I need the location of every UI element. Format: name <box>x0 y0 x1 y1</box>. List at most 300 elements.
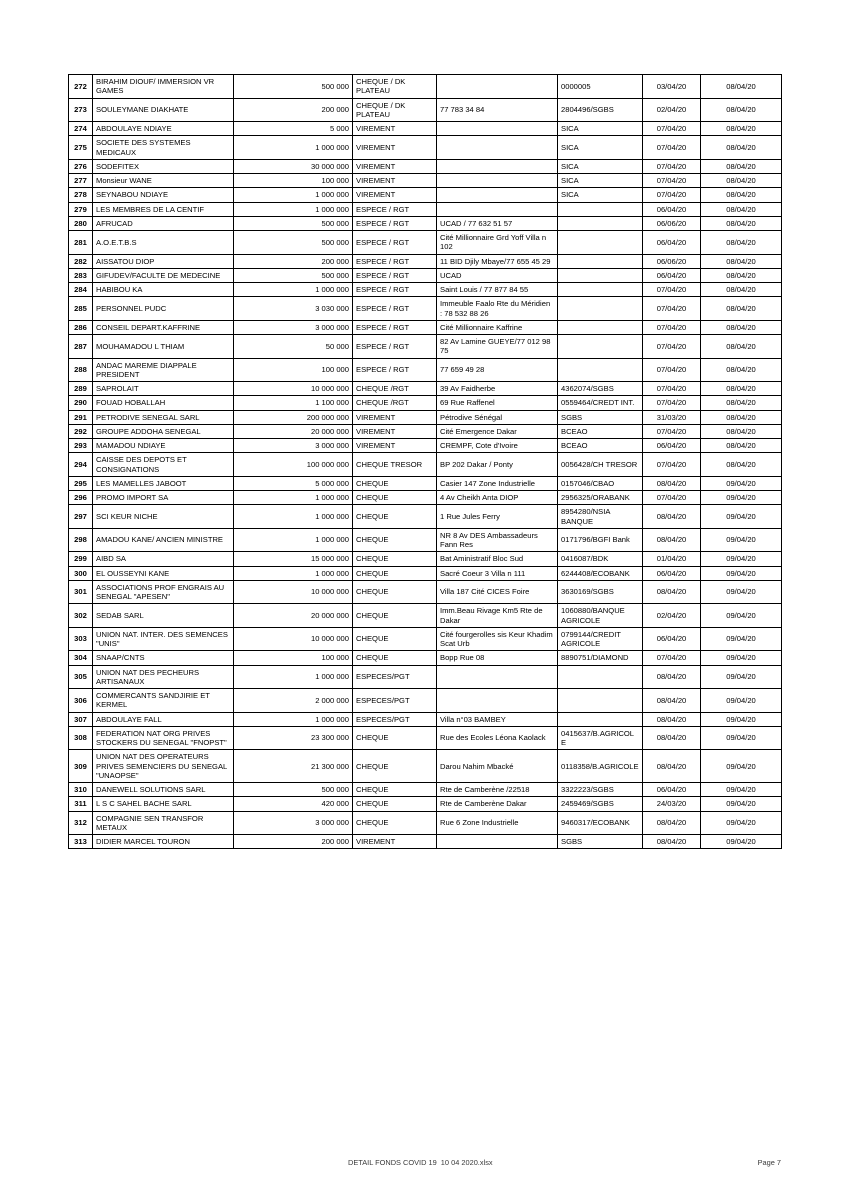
amount: 5 000 <box>234 122 353 136</box>
date-received: 06/04/20 <box>643 566 701 580</box>
date-received: 06/04/20 <box>643 783 701 797</box>
table-row <box>69 202 782 216</box>
address <box>437 75 558 99</box>
amount: 10 000 000 <box>234 580 353 604</box>
row-number: 308 <box>69 726 93 750</box>
account-reference: SICA <box>558 174 643 188</box>
amount: 200 000 <box>234 98 353 122</box>
date-received: 07/04/20 <box>643 283 701 297</box>
account-reference <box>558 320 643 334</box>
beneficiary-name: PETRODIVE SENEGAL SARL <box>93 410 234 424</box>
date-processed: 09/04/20 <box>701 665 782 689</box>
amount: 200 000 <box>234 835 353 849</box>
amount: 20 000 000 <box>234 424 353 438</box>
table-row <box>69 396 782 410</box>
account-reference: 3322223/SGBS <box>558 783 643 797</box>
row-number: 302 <box>69 604 93 628</box>
table-row <box>69 750 782 783</box>
row-number: 279 <box>69 202 93 216</box>
amount: 1 000 000 <box>234 188 353 202</box>
address: Saint Louis / 77 877 84 55 <box>437 283 558 297</box>
amount: 2 000 000 <box>234 689 353 713</box>
date-received: 06/06/20 <box>643 216 701 230</box>
row-number: 282 <box>69 254 93 268</box>
payment-type: CHEQUE <box>353 726 437 750</box>
date-received: 03/04/20 <box>643 75 701 99</box>
date-processed: 08/04/20 <box>701 396 782 410</box>
payment-type: CHEQUE /RGT <box>353 396 437 410</box>
amount: 100 000 <box>234 358 353 382</box>
beneficiary-name: COMPAGNIE SEN TRANSFOR METAUX <box>93 811 234 835</box>
account-reference: SICA <box>558 159 643 173</box>
address: Cité Millionnaire Kaffrine <box>437 320 558 334</box>
beneficiary-name: UNION NAT DES PECHEURS ARTISANAUX <box>93 665 234 689</box>
row-number: 277 <box>69 174 93 188</box>
date-received: 06/06/20 <box>643 254 701 268</box>
payment-type: ESPECE / RGT <box>353 335 437 359</box>
row-number: 312 <box>69 811 93 835</box>
amount: 5 000 000 <box>234 476 353 490</box>
date-processed: 09/04/20 <box>701 580 782 604</box>
amount: 1 000 000 <box>234 505 353 529</box>
address: 82 Av Lamine GUEYE/77 012 98 75 <box>437 335 558 359</box>
beneficiary-name: SOCIETE DES SYSTEMES MEDICAUX <box>93 136 234 160</box>
amount: 1 000 000 <box>234 136 353 160</box>
amount: 50 000 <box>234 335 353 359</box>
payment-type: CHEQUE <box>353 476 437 490</box>
address: Rue 6 Zone Industrielle <box>437 811 558 835</box>
account-reference: SGBS <box>558 410 643 424</box>
table-row <box>69 552 782 566</box>
date-processed: 08/04/20 <box>701 98 782 122</box>
beneficiary-name: MAMADOU NDIAYE <box>93 439 234 453</box>
beneficiary-name: FOUAD HOBALLAH <box>93 396 234 410</box>
table-row <box>69 528 782 552</box>
payment-type: ESPECES/PGT <box>353 712 437 726</box>
amount: 500 000 <box>234 268 353 282</box>
amount: 23 300 000 <box>234 726 353 750</box>
table-row <box>69 297 782 321</box>
table-row <box>69 231 782 255</box>
payment-type: ESPECE / RGT <box>353 320 437 334</box>
address <box>437 122 558 136</box>
date-received: 07/04/20 <box>643 453 701 477</box>
address: Rte de Camberène /22518 <box>437 783 558 797</box>
payment-type: VIREMENT <box>353 122 437 136</box>
row-number: 286 <box>69 320 93 334</box>
account-reference: 3630169/SGBS <box>558 580 643 604</box>
row-number: 301 <box>69 580 93 604</box>
row-number: 272 <box>69 75 93 99</box>
date-received: 07/04/20 <box>643 297 701 321</box>
table-row <box>69 136 782 160</box>
beneficiary-name: UNION NAT DES OPERATEURS PRIVES SEMENCIERS DU SENEGAL "UNAOPSE" <box>93 750 234 783</box>
date-processed: 09/04/20 <box>701 552 782 566</box>
beneficiary-name: DIDIER MARCEL TOURON <box>93 835 234 849</box>
beneficiary-name: ASSOCIATIONS PROF ENGRAIS AU SENEGAL "APESEN" <box>93 580 234 604</box>
address: 1 Rue Jules Ferry <box>437 505 558 529</box>
table-row <box>69 491 782 505</box>
row-number: 305 <box>69 665 93 689</box>
date-received: 06/04/20 <box>643 627 701 651</box>
table-row <box>69 665 782 689</box>
row-number: 294 <box>69 453 93 477</box>
account-reference <box>558 358 643 382</box>
address <box>437 159 558 173</box>
beneficiary-name: SOULEYMANE DIAKHATE <box>93 98 234 122</box>
date-received: 08/04/20 <box>643 505 701 529</box>
payment-type: CHEQUE <box>353 651 437 665</box>
table-row <box>69 188 782 202</box>
table-row <box>69 382 782 396</box>
date-processed: 08/04/20 <box>701 424 782 438</box>
account-reference: 8890751/DIAMOND <box>558 651 643 665</box>
payment-type: CHEQUE <box>353 750 437 783</box>
date-received: 24/03/20 <box>643 797 701 811</box>
date-processed: 08/04/20 <box>701 136 782 160</box>
payment-type: CHEQUE <box>353 783 437 797</box>
payment-type: ESPECE / RGT <box>353 268 437 282</box>
account-reference: 0799144/CREDIT AGRICOLE <box>558 627 643 651</box>
beneficiary-name: BIRAHIM DIOUF/ IMMERSION VR GAMES <box>93 75 234 99</box>
row-number: 276 <box>69 159 93 173</box>
row-number: 313 <box>69 835 93 849</box>
date-processed: 08/04/20 <box>701 335 782 359</box>
ledger-table <box>68 74 782 849</box>
amount: 3 000 000 <box>234 811 353 835</box>
date-received: 06/04/20 <box>643 439 701 453</box>
row-number: 289 <box>69 382 93 396</box>
beneficiary-name: MOUHAMADOU L THIAM <box>93 335 234 359</box>
account-reference <box>558 665 643 689</box>
date-received: 07/04/20 <box>643 320 701 334</box>
date-processed: 08/04/20 <box>701 320 782 334</box>
account-reference <box>558 254 643 268</box>
beneficiary-name: CAISSE DES DEPOTS ET CONSIGNATIONS <box>93 453 234 477</box>
address <box>437 174 558 188</box>
row-number: 303 <box>69 627 93 651</box>
row-number: 273 <box>69 98 93 122</box>
date-received: 08/04/20 <box>643 689 701 713</box>
payment-type: CHEQUE <box>353 627 437 651</box>
account-reference: 0157046/CBAO <box>558 476 643 490</box>
payment-type: VIREMENT <box>353 439 437 453</box>
address <box>437 136 558 160</box>
beneficiary-name: LES MEMBRES DE LA CENTIF <box>93 202 234 216</box>
account-reference: 0416087/BDK <box>558 552 643 566</box>
date-processed: 09/04/20 <box>701 505 782 529</box>
table-row <box>69 566 782 580</box>
amount: 1 000 000 <box>234 712 353 726</box>
account-reference <box>558 712 643 726</box>
account-reference: 0056428/CH TRESOR <box>558 453 643 477</box>
date-processed: 09/04/20 <box>701 797 782 811</box>
date-processed: 08/04/20 <box>701 174 782 188</box>
row-number: 292 <box>69 424 93 438</box>
beneficiary-name: SODEFITEX <box>93 159 234 173</box>
date-processed: 08/04/20 <box>701 283 782 297</box>
address: 77 783 34 84 <box>437 98 558 122</box>
date-processed: 08/04/20 <box>701 439 782 453</box>
date-processed: 09/04/20 <box>701 689 782 713</box>
address: Rue des Ecoles Léona Kaolack <box>437 726 558 750</box>
date-received: 08/04/20 <box>643 811 701 835</box>
date-received: 07/04/20 <box>643 335 701 359</box>
amount: 500 000 <box>234 783 353 797</box>
row-number: 298 <box>69 528 93 552</box>
date-processed: 09/04/20 <box>701 750 782 783</box>
amount: 1 000 000 <box>234 491 353 505</box>
account-reference <box>558 231 643 255</box>
row-number: 306 <box>69 689 93 713</box>
date-received: 07/04/20 <box>643 159 701 173</box>
beneficiary-name: PERSONNEL PUDC <box>93 297 234 321</box>
beneficiary-name: SAPROLAIT <box>93 382 234 396</box>
date-received: 08/04/20 <box>643 528 701 552</box>
payment-type: CHEQUE <box>353 491 437 505</box>
date-received: 08/04/20 <box>643 835 701 849</box>
date-processed: 08/04/20 <box>701 297 782 321</box>
address <box>437 202 558 216</box>
amount: 500 000 <box>234 231 353 255</box>
payment-type: ESPECE / RGT <box>353 202 437 216</box>
account-reference: SICA <box>558 136 643 160</box>
payment-type: CHEQUE <box>353 528 437 552</box>
payment-type: CHEQUE <box>353 566 437 580</box>
address: Imm.Beau Rivage Km5 Rte de Dakar <box>437 604 558 628</box>
table-row <box>69 835 782 849</box>
date-processed: 09/04/20 <box>701 604 782 628</box>
date-processed: 09/04/20 <box>701 811 782 835</box>
payment-type: CHEQUE <box>353 811 437 835</box>
amount: 3 000 000 <box>234 320 353 334</box>
date-processed: 08/04/20 <box>701 358 782 382</box>
beneficiary-name: SNAAP/CNTS <box>93 651 234 665</box>
beneficiary-name: Monsieur WANE <box>93 174 234 188</box>
date-received: 07/04/20 <box>643 396 701 410</box>
account-reference: 6244408/ECOBANK <box>558 566 643 580</box>
table-row <box>69 580 782 604</box>
payment-type: ESPECES/PGT <box>353 689 437 713</box>
address: Pétrodive Sénégal <box>437 410 558 424</box>
account-reference <box>558 689 643 713</box>
table-row <box>69 283 782 297</box>
payment-type: CHEQUE / DK PLATEAU <box>353 75 437 99</box>
address: 77 659 49 28 <box>437 358 558 382</box>
address: UCAD <box>437 268 558 282</box>
account-reference: 1060880/BANQUE AGRICOLE <box>558 604 643 628</box>
account-reference: 0559464/CREDT INT. <box>558 396 643 410</box>
beneficiary-name: LES MAMELLES JABOOT <box>93 476 234 490</box>
table-row <box>69 75 782 99</box>
account-reference <box>558 283 643 297</box>
address: CREMPF, Cote d'Ivoire <box>437 439 558 453</box>
date-received: 02/04/20 <box>643 98 701 122</box>
account-reference: 2459469/SGBS <box>558 797 643 811</box>
date-processed: 08/04/20 <box>701 216 782 230</box>
beneficiary-name: UNION NAT. INTER. DES SEMENCES "UNIS" <box>93 627 234 651</box>
date-processed: 09/04/20 <box>701 835 782 849</box>
amount: 500 000 <box>234 75 353 99</box>
amount: 100 000 000 <box>234 453 353 477</box>
table-row <box>69 712 782 726</box>
account-reference <box>558 335 643 359</box>
address: Darou Nahim Mbacké <box>437 750 558 783</box>
date-processed: 09/04/20 <box>701 476 782 490</box>
beneficiary-name: FEDERATION NAT ORG PRIVES STOCKERS DU SENEGAL "FNOPST" <box>93 726 234 750</box>
date-processed: 09/04/20 <box>701 566 782 580</box>
beneficiary-name: GIFUDEV/FACULTE DE MEDECINE <box>93 268 234 282</box>
page-footer <box>68 1158 781 1172</box>
payment-type: CHEQUE /RGT <box>353 382 437 396</box>
date-received: 08/04/20 <box>643 580 701 604</box>
row-number: 275 <box>69 136 93 160</box>
payment-type: ESPECE / RGT <box>353 216 437 230</box>
row-number: 278 <box>69 188 93 202</box>
payment-type: ESPECE / RGT <box>353 254 437 268</box>
account-reference: BCEAO <box>558 439 643 453</box>
beneficiary-name: ABDOULAYE NDIAYE <box>93 122 234 136</box>
amount: 1 000 000 <box>234 665 353 689</box>
date-processed: 09/04/20 <box>701 783 782 797</box>
address: Cité Millionnaire Grd Yoff Villa n 102 <box>437 231 558 255</box>
date-processed: 08/04/20 <box>701 382 782 396</box>
table-row <box>69 797 782 811</box>
date-received: 07/04/20 <box>643 358 701 382</box>
amount: 1 000 000 <box>234 283 353 297</box>
date-processed: 08/04/20 <box>701 122 782 136</box>
beneficiary-name: GROUPE ADDOHA SENEGAL <box>93 424 234 438</box>
beneficiary-name: SEDAB SARL <box>93 604 234 628</box>
ledger-table-container <box>68 74 781 849</box>
row-number: 304 <box>69 651 93 665</box>
account-reference: 0415637/B.AGRICOLE <box>558 726 643 750</box>
table-row <box>69 627 782 651</box>
address: 11 BID Djily Mbaye/77 655 45 29 <box>437 254 558 268</box>
payment-type: VIREMENT <box>353 835 437 849</box>
table-row <box>69 689 782 713</box>
beneficiary-name: AISSATOU DIOP <box>93 254 234 268</box>
amount: 420 000 <box>234 797 353 811</box>
row-number: 290 <box>69 396 93 410</box>
payment-type: VIREMENT <box>353 424 437 438</box>
date-processed: 09/04/20 <box>701 627 782 651</box>
date-processed: 08/04/20 <box>701 159 782 173</box>
table-row <box>69 174 782 188</box>
account-reference <box>558 268 643 282</box>
address: Casier 147 Zone Industrielle <box>437 476 558 490</box>
amount: 10 000 000 <box>234 627 353 651</box>
row-number: 288 <box>69 358 93 382</box>
date-processed: 09/04/20 <box>701 528 782 552</box>
payment-type: CHEQUE TRESOR <box>353 453 437 477</box>
row-number: 291 <box>69 410 93 424</box>
account-reference: 0118358/B.AGRICOLE <box>558 750 643 783</box>
date-received: 01/04/20 <box>643 552 701 566</box>
table-row <box>69 476 782 490</box>
row-number: 281 <box>69 231 93 255</box>
table-row <box>69 726 782 750</box>
table-row <box>69 424 782 438</box>
payment-type: VIREMENT <box>353 159 437 173</box>
date-received: 07/04/20 <box>643 424 701 438</box>
row-number: 309 <box>69 750 93 783</box>
table-row <box>69 505 782 529</box>
account-reference: 0171796/BGFI Bank <box>558 528 643 552</box>
table-row <box>69 358 782 382</box>
date-received: 08/04/20 <box>643 665 701 689</box>
account-reference: 4362074/SGBS <box>558 382 643 396</box>
beneficiary-name: ABDOULAYE FALL <box>93 712 234 726</box>
date-received: 07/04/20 <box>643 188 701 202</box>
amount: 21 300 000 <box>234 750 353 783</box>
table-row <box>69 268 782 282</box>
date-processed: 08/04/20 <box>701 254 782 268</box>
date-processed: 09/04/20 <box>701 712 782 726</box>
beneficiary-name: ANDAC MAREME DIAPPALE PRESIDENT <box>93 358 234 382</box>
address <box>437 835 558 849</box>
beneficiary-name: EL OUSSEYNI KANE <box>93 566 234 580</box>
amount: 1 000 000 <box>234 528 353 552</box>
address: 69 Rue Raffenel <box>437 396 558 410</box>
row-number: 299 <box>69 552 93 566</box>
payment-type: ESPECE / RGT <box>353 231 437 255</box>
table-row <box>69 335 782 359</box>
account-reference <box>558 297 643 321</box>
address: Immeuble Faalo Rte du Méridien : 78 532 88 26 <box>437 297 558 321</box>
beneficiary-name: L S C SAHEL BACHE SARL <box>93 797 234 811</box>
account-reference: 9460317/ECOBANK <box>558 811 643 835</box>
table-row <box>69 439 782 453</box>
address: Cité Emergence Dakar <box>437 424 558 438</box>
amount: 200 000 000 <box>234 410 353 424</box>
table-row <box>69 604 782 628</box>
amount: 10 000 000 <box>234 382 353 396</box>
amount: 100 000 <box>234 651 353 665</box>
date-received: 07/04/20 <box>643 174 701 188</box>
amount: 30 000 000 <box>234 159 353 173</box>
payment-type: ESPECE / RGT <box>353 358 437 382</box>
date-received: 07/04/20 <box>643 122 701 136</box>
row-number: 296 <box>69 491 93 505</box>
date-processed: 09/04/20 <box>701 491 782 505</box>
account-reference: 0000005 <box>558 75 643 99</box>
date-received: 07/04/20 <box>643 382 701 396</box>
date-received: 08/04/20 <box>643 726 701 750</box>
payment-type: VIREMENT <box>353 174 437 188</box>
beneficiary-name: COMMERCANTS SANDJIRIE ET KERMEL <box>93 689 234 713</box>
address: Villa n°03 BAMBEY <box>437 712 558 726</box>
address: Bat Aministratif Bloc Sud <box>437 552 558 566</box>
date-processed: 08/04/20 <box>701 75 782 99</box>
table-row <box>69 159 782 173</box>
table-row <box>69 651 782 665</box>
date-processed: 08/04/20 <box>701 188 782 202</box>
address: BP 202 Dakar / Ponty <box>437 453 558 477</box>
date-received: 07/04/20 <box>643 136 701 160</box>
account-reference: 2956325/ORABANK <box>558 491 643 505</box>
table-row <box>69 254 782 268</box>
table-row <box>69 783 782 797</box>
beneficiary-name: SCI KEUR NICHE <box>93 505 234 529</box>
address: 4 Av Cheikh Anta DIOP <box>437 491 558 505</box>
amount: 200 000 <box>234 254 353 268</box>
table-row <box>69 811 782 835</box>
beneficiary-name: HABIBOU KA <box>93 283 234 297</box>
payment-type: ESPECES/PGT <box>353 665 437 689</box>
date-processed: 08/04/20 <box>701 202 782 216</box>
footer-page-number: Page 7 <box>757 1158 781 1167</box>
